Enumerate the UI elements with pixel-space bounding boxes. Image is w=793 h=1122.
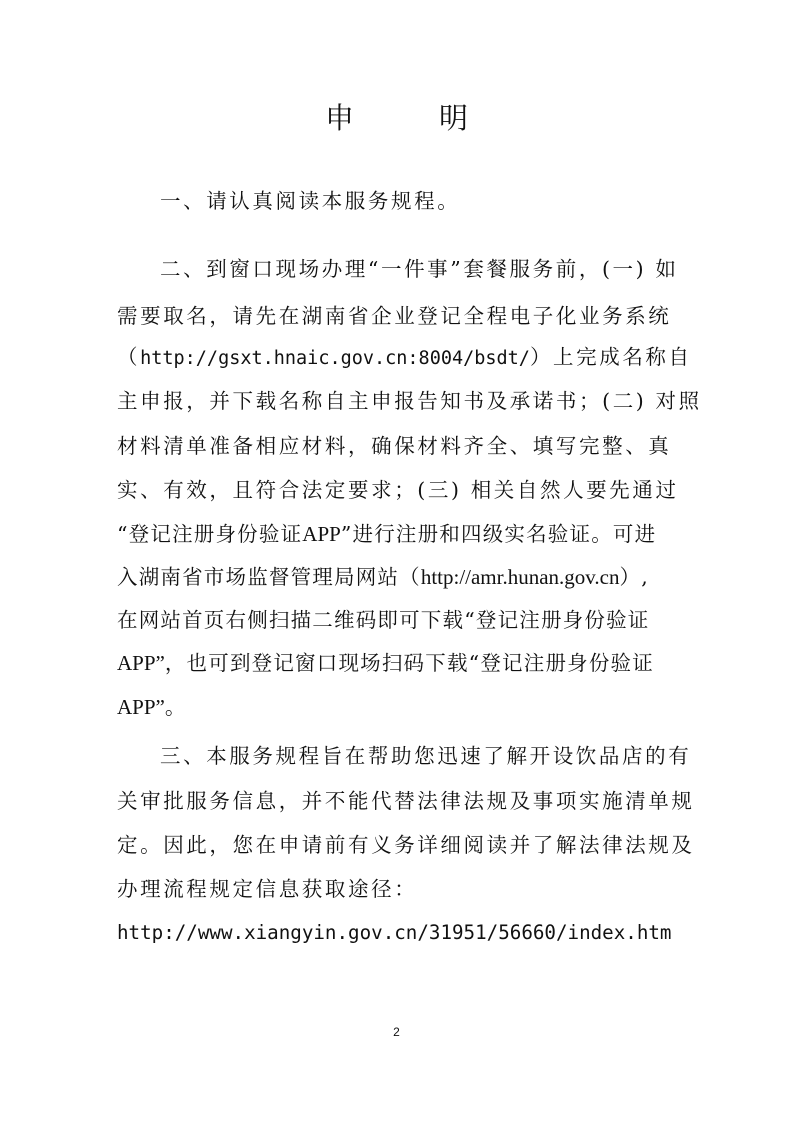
para2-line8-tail: ）, (619, 565, 649, 589)
para3-line1: 三、本服务规程旨在帮助您迅速了解开设饮品店的有 (160, 744, 692, 768)
para2-line10-tail: ，也可到登记窗口现场扫码下载“登记注册身份验证 (164, 651, 654, 675)
para2-line7 (117, 515, 656, 553)
para2-line1: 二、到窗口现场办理“一件事”套餐服务前，(一) 如 (160, 257, 679, 281)
para2-line8 (117, 558, 649, 596)
app-name-2: APP” (117, 651, 165, 675)
para2-line11 (117, 688, 186, 726)
para2-line2: 需要取名，请先在湖南省企业登记全程电子化业务系统 (117, 304, 672, 328)
info-url: http://www.xiangyin.gov.cn/31951/56660/index.htm (117, 921, 672, 944)
para3-line3: 定。因此，您在申请前有义务详细阅读并了解法律法规及 (117, 833, 695, 857)
app-name: APP (302, 522, 341, 546)
page-number: 2 (393, 1025, 400, 1039)
para2-line5: 材料清单准备相应材料，确保材料齐全、填写完整、真 (117, 434, 672, 458)
amr-website-url: http://amr.hunan.gov.cn (420, 565, 620, 589)
para2-line8-head: 入湖南省市场监督管理局网站（ (117, 565, 421, 589)
para3-line2: 关审批服务信息，并不能代替法律法规及事项实施清单规 (117, 789, 695, 813)
para2-line4: 主申报，并下载名称自主申报告知书及承诺书；(二) 对照 (117, 389, 702, 413)
para2-line7-head: “登记注册身份验证 (117, 522, 303, 546)
para2-line7-tail: ”进行注册和四级实名验证。可进 (340, 522, 657, 546)
app-name-3: APP”。 (117, 695, 186, 719)
para3-line4: 办理流程规定信息获取途径： (117, 877, 418, 901)
para2-line9: 在网站首页右侧扫描二维码即可下载“登记注册身份验证 (117, 608, 650, 632)
document-title: 申 明 (324, 101, 496, 135)
para2-line10 (117, 644, 654, 682)
para1-line1: 一、请认真阅读本服务规程。 (160, 189, 461, 213)
para2-line3-tail: ）上完成名称自 (529, 345, 692, 369)
para2-line3 (117, 338, 692, 376)
para2-line6: 实、有效，且符合法定要求；(三) 相关自然人要先通过 (117, 478, 679, 502)
paren-open: （ (117, 345, 141, 369)
registration-system-url: http://gsxt.hnaic.gov.cn:8004/bsdt/ (140, 348, 530, 369)
